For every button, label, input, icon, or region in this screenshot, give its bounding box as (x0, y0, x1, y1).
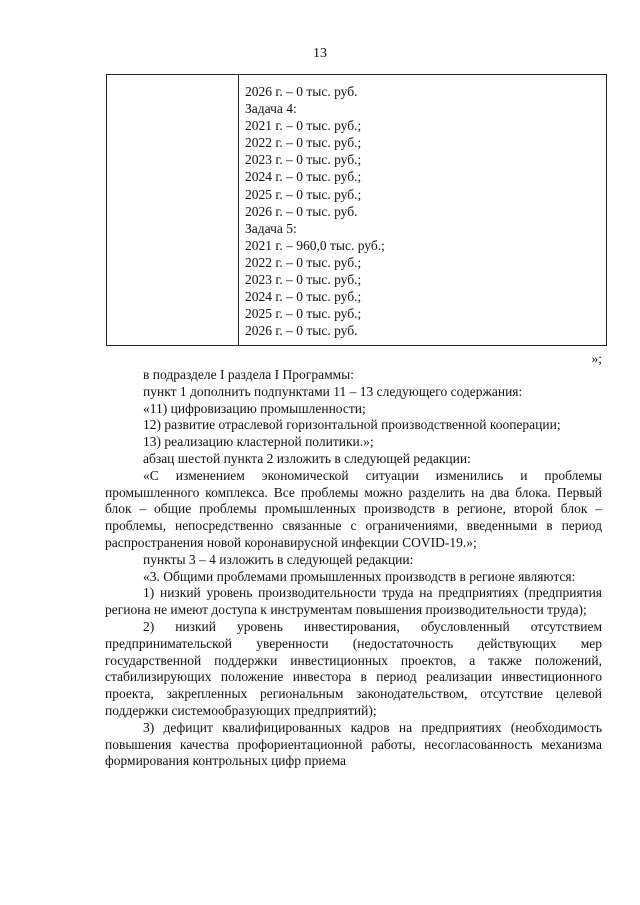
table-line: Задача 5: (245, 220, 297, 236)
paragraph: в подразделе I раздела I Программы: (143, 367, 354, 382)
table-line: 2023 г. – 0 тыс. руб.; (245, 272, 362, 288)
paragraph: 3) дефицит квалифицированных кадров на предприятиях (необходимость повышения качества профориентационной работы, несогласованность механизма формирования контрольных цифр приема (105, 719, 602, 769)
table-line: 2026 г. – 0 тыс. руб. (245, 84, 358, 99)
table-column-divider (238, 75, 239, 345)
table-line: 2025 г. – 0 тыс. руб.; (245, 186, 362, 202)
table-line: 2026 г. – 0 тыс. руб. (245, 203, 358, 219)
table-line: 2023 г. – 0 тыс. руб.; (245, 152, 362, 168)
paragraph: 2) низкий уровень инвестирования, обусловленный отсутствием предпринимательской уверенности (недостаточность действующих мер государственной поддержки инвестиционных проектов, а также положений, стабилизирующих положение инвестора в период реализации инвестиционного проекта, закрепленных региональным законодательством, отсутствие целевой поддержки системообразующих предприятий); (105, 618, 602, 718)
paragraph: абзац шестой пункта 2 изложить в следующей редакции: (143, 450, 471, 466)
table-line: 2026 г. – 0 тыс. руб. (245, 323, 358, 339)
table-line: 2021 г. – 960,0 тыс. руб.; (245, 237, 385, 253)
table-line: 2022 г. – 0 тыс. руб.; (245, 254, 362, 270)
table-line: 2025 г. – 0 тыс. руб.; (245, 306, 362, 322)
table-line: 2024 г. – 0 тыс. руб.; (245, 289, 362, 305)
financing-table (106, 74, 607, 346)
document-body (105, 367, 602, 770)
table-funding-cell (245, 83, 600, 339)
paragraph: 1) низкий уровень производительности труда на предприятиях (предприятия региона не имеют доступа к инструментам повышения производительности труда); (105, 585, 602, 618)
paragraph: 12) развитие отраслевой горизонтальной производственной кооперации; (143, 417, 561, 433)
quote-closing-mark: »; (591, 351, 602, 366)
table-line: Задача 4: (245, 101, 297, 117)
paragraph: 13) реализацию кластерной политики.»; (143, 434, 374, 450)
paragraph: «11) цифровизацию промышленности; (143, 400, 366, 416)
paragraph: пункты 3 – 4 изложить в следующей редакции: (143, 551, 414, 567)
paragraph: «3. Общими проблемами промышленных производств в регионе являются: (143, 568, 576, 584)
table-line: 2022 г. – 0 тыс. руб.; (245, 135, 362, 151)
page-number: 13 (313, 46, 327, 61)
paragraph: «С изменением экономической ситуации изменились и проблемы промышленного комплекса. Все проблемы можно разделить на два блока. Первый блок – общие проблемы промышленных производств в регионе, второй блок – проблемы, непосредственно связанные с ограничениями, введенными в период распространения новой коронавирусной инфекции COVID-19.»; (105, 467, 602, 550)
table-line: 2021 г. – 0 тыс. руб.; (245, 118, 362, 134)
table-line: 2024 г. – 0 тыс. руб.; (245, 169, 362, 185)
paragraph: пункт 1 дополнить подпунктами 11 – 13 следующего содержания: (143, 383, 523, 399)
